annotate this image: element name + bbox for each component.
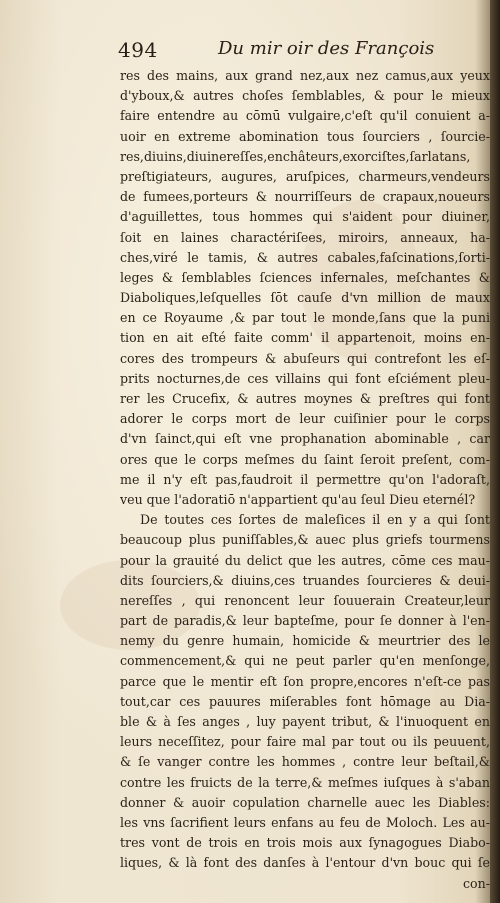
- text-line: leurs neceſſitez, pour faire mal par tout ou ils peuuent,: [120, 734, 490, 750]
- text-line: tout,car ces pauures miſerables font hōmage au Dia-: [120, 693, 490, 709]
- text-line: veu que l'adoratiō n'appartient qu'au ſeul Dieu eternél?: [120, 491, 476, 507]
- text-line: tres vont de trois en trois mois aux ſynagogues Diabo-: [120, 835, 490, 851]
- text-line: preſtigiateurs, augures, aruſpices, charmeurs,vendeurs: [120, 168, 490, 184]
- text-line: ble & à ſes anges , luy payent tribut, & l'inuoquent en: [120, 714, 490, 729]
- text-line: leges & ſemblables ſciences infernales, meſchantes &: [120, 269, 490, 285]
- text-line: commencement,& qui ne peut parler qu'en menſonge,: [120, 653, 490, 669]
- page-header: [118, 38, 435, 62]
- text-line: ſoit en laines charactériſees, miroirs, anneaux, ha-: [120, 229, 490, 245]
- text-line: d'aguillettes, tous hommes qui s'aident pour diuiner,: [120, 209, 490, 225]
- text-line: ches,viré le tamis, & autres cabales,faſcinations,ſorti-: [120, 249, 490, 265]
- text-line: me il n'y eſt pas,faudroit il permettre qu'on l'adoraſt,: [120, 471, 490, 487]
- text-line: cores des trompeurs & abuſeurs qui contrefont les eſ-: [120, 350, 490, 366]
- text-line: les vns ſacrifient leurs enfans au feu de Moloch. Les au-: [120, 814, 490, 830]
- text-line: Diaboliques,leſquelles ſōt cauſe d'vn million de maux: [120, 290, 490, 306]
- text-line: liques, & là font des danſes à l'entour d'vn bouc qui ſe: [120, 855, 490, 871]
- book-spine-edge: [490, 0, 500, 903]
- text-line: rer les Crucefix, & autres moynes & preſtres qui font: [120, 391, 490, 406]
- text-line: dits ſourciers,& diuins,ces truandes ſourcieres & deui-: [120, 572, 490, 588]
- body-text: [120, 66, 490, 894]
- text-line: tion en ait eſté faite comm' il appartenoit, moins en-: [120, 330, 490, 346]
- page-number: 494: [118, 38, 158, 62]
- text-line: d'vn ſainct,qui eſt vne prophanation abominable , car: [120, 431, 490, 447]
- text-line: prits nocturnes,de ces villains qui font eſciément pleu-: [120, 370, 490, 386]
- text-line: res,diuins,diuinereſſes,enchâteurs,exorciſtes,ſarlatans,: [120, 148, 471, 164]
- text-line: adorer le corps mort de leur cuiſinier pour le corps: [120, 411, 490, 427]
- text-line: uoir en extreme abomination tous ſourciers , ſourcie-: [120, 128, 490, 144]
- text-line: pour la grauité du delict que les autres, cōme ces mau-: [120, 552, 490, 568]
- text-line: nereſſes , qui renoncent leur ſouuerain Createur,leur: [120, 592, 490, 608]
- text-line: donner & auoir copulation charnelle auec les Diables:: [120, 794, 490, 810]
- text-line: de fumees,porteurs & nourriſſeurs de crapaux,noueurs: [120, 189, 490, 205]
- text-line: ores que le corps meſmes du ſaint ſeroit preſent, com-: [120, 451, 490, 467]
- text-line: res des mains, aux grand nez,aux nez camus,aux yeux: [120, 68, 490, 83]
- text-line: & ſe vanger contre les hommes , contre leur beſtail,&: [120, 754, 490, 770]
- text-line: parce que le mentir eſt ſon propre,encores n'eſt-ce pas: [120, 673, 490, 689]
- text-line: d'yboux,& autres choſes ſemblables, & pour le mieux: [120, 88, 490, 104]
- text-line: beaucoup plus puniſſables,& auec plus griefs tourmens: [120, 532, 490, 548]
- catchword: con-: [462, 875, 490, 891]
- text-line: contre les fruicts de la terre,& meſmes iuſques à s'aban: [120, 774, 490, 790]
- running-title: Du mir oir des François: [218, 38, 435, 59]
- text-line: nemy du genre humain, homicide & meurtrier des le: [120, 633, 490, 649]
- text-line: part de paradis,& leur bapteſme, pour ſe donner à l'en-: [120, 613, 490, 629]
- paragraph-first-line: De toutes ces ſortes de maleſices il en y a qui ſont: [140, 512, 490, 528]
- text-line: en ce Royaume ,& par tout le monde,ſans que la puni: [120, 310, 490, 326]
- text-line: faire entendre au cōmū vulgaire,c'eſt qu'il conuient a-: [120, 108, 490, 124]
